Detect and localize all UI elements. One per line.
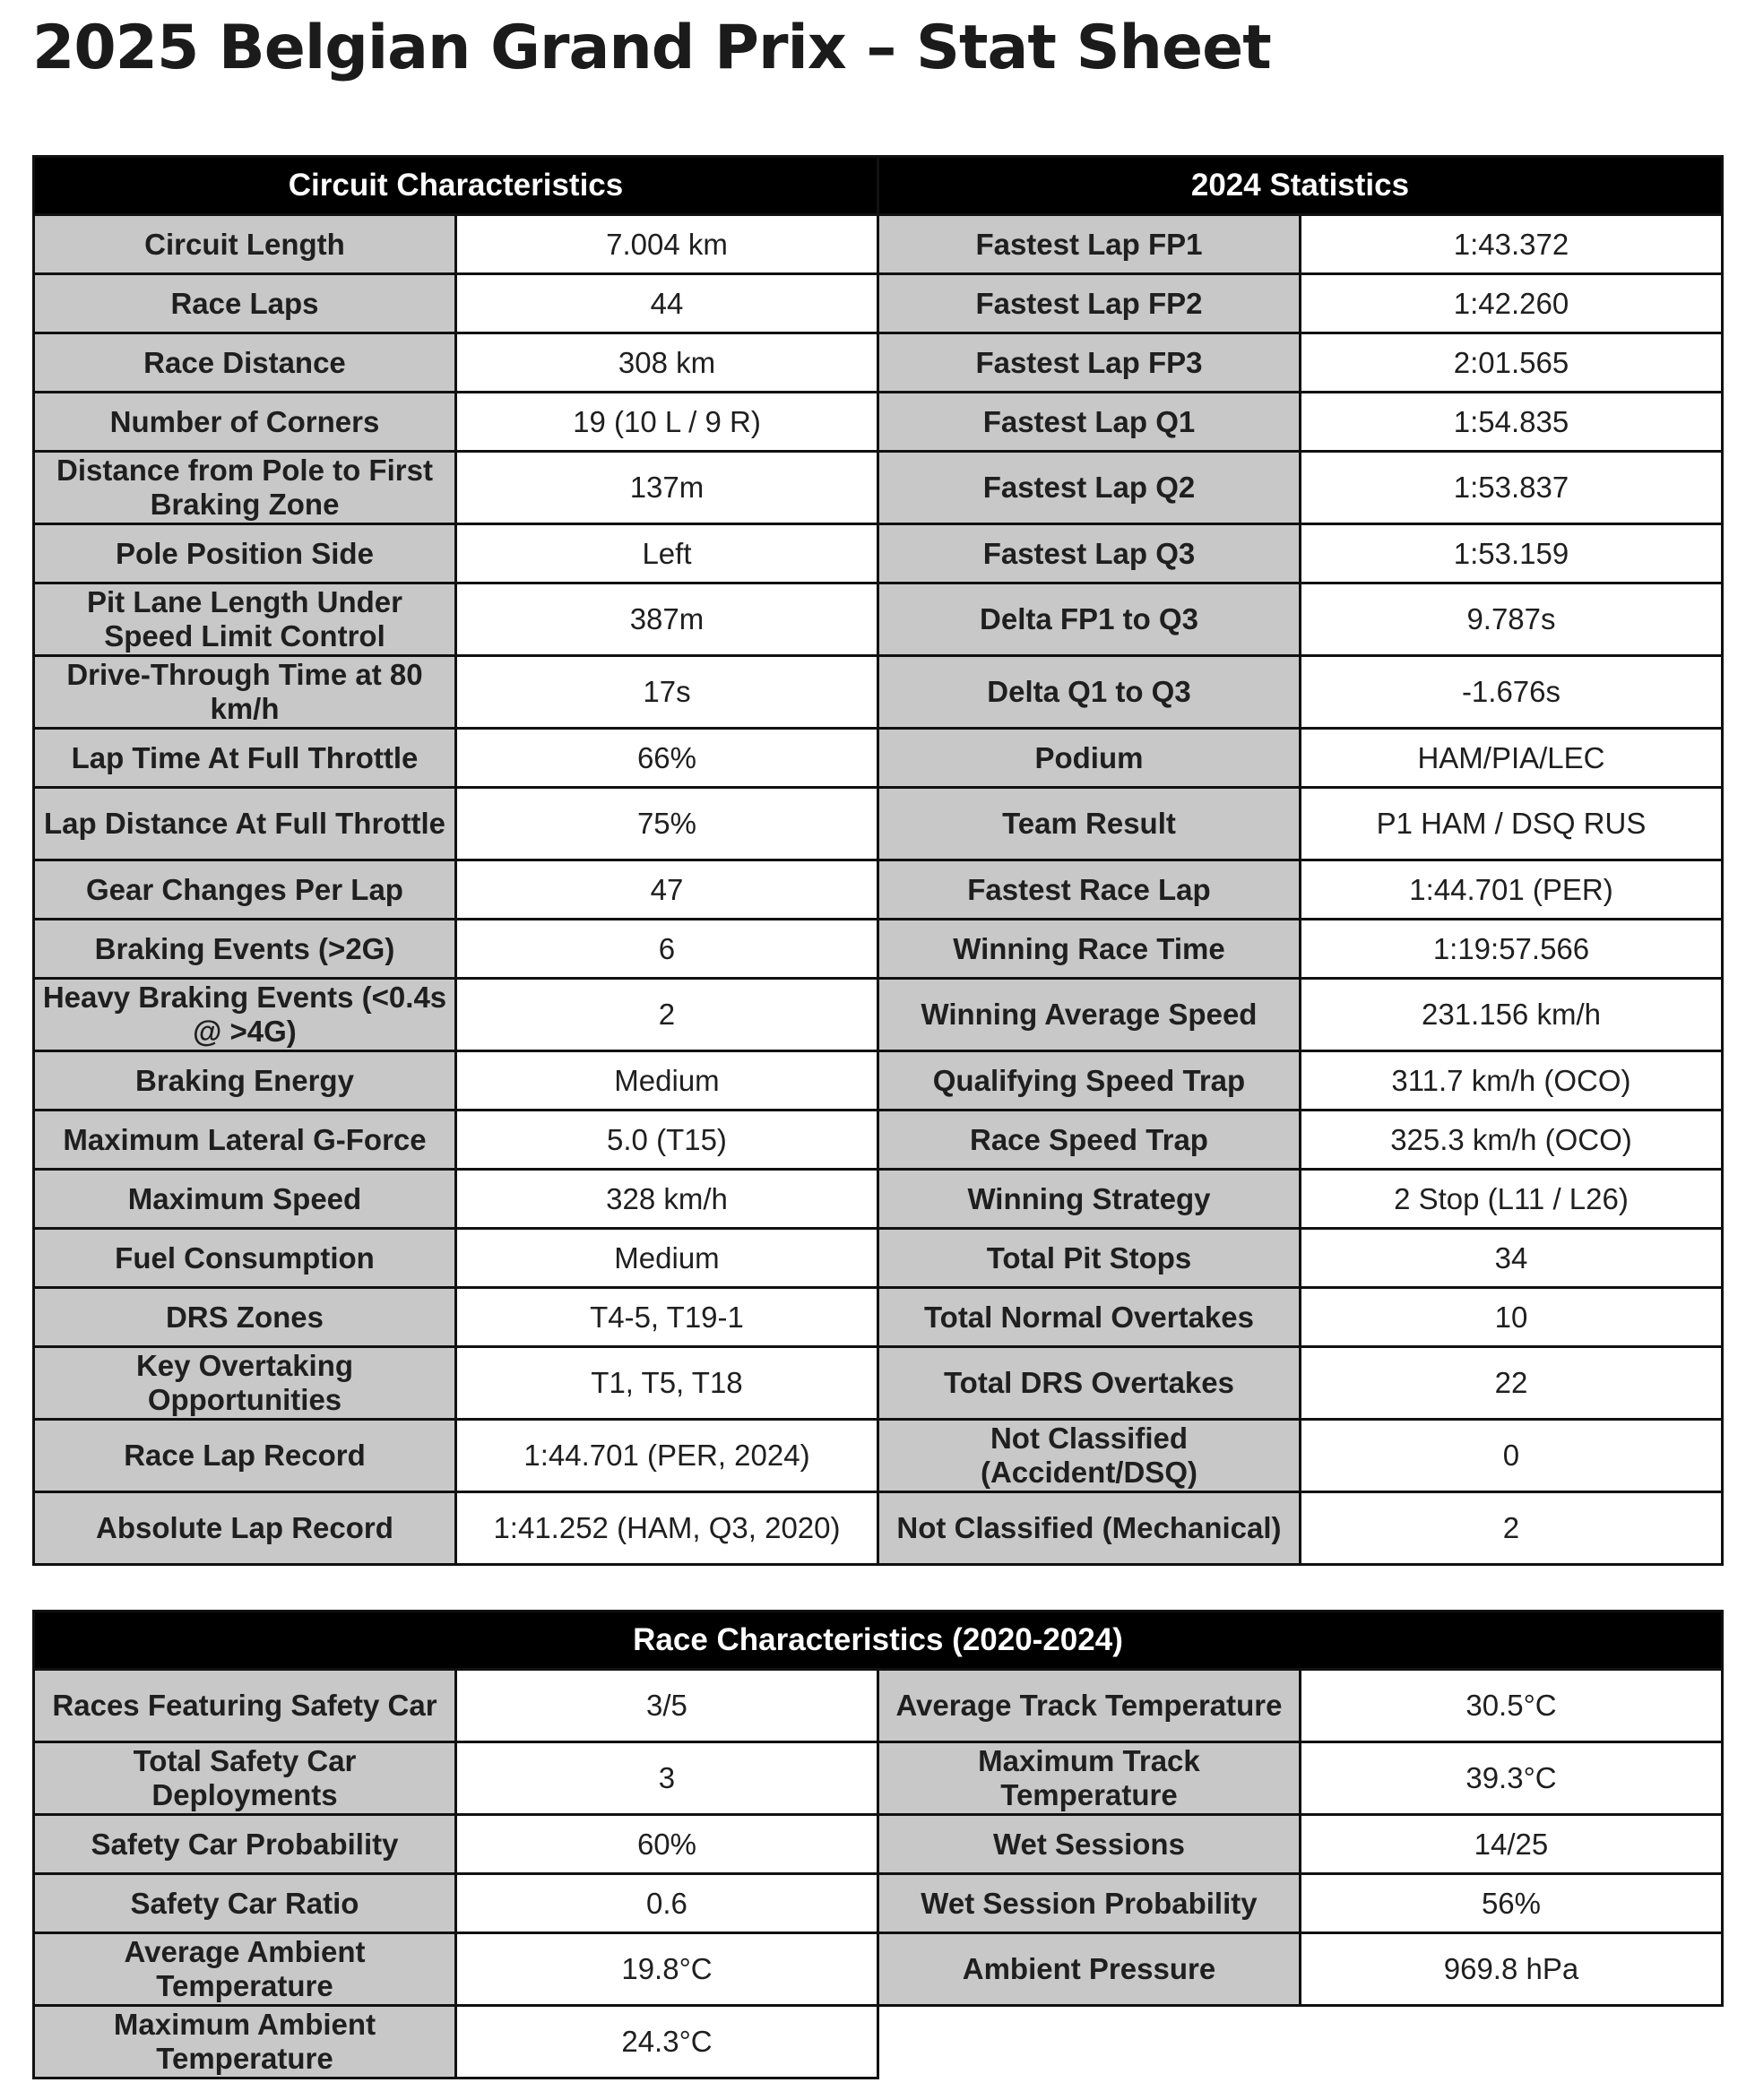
race-stat-label: Total Safety Car Deployments xyxy=(34,1742,456,1815)
circuit-stat-label: DRS Zones xyxy=(34,1288,456,1347)
stat-2024-value: 9.787s xyxy=(1300,583,1722,656)
race-stat-label: Wet Session Probability xyxy=(878,1874,1300,1933)
circuit-stat-label: Race Laps xyxy=(34,274,456,333)
circuit-stat-value: 7.004 km xyxy=(455,215,878,274)
stat-2024-value: 1:44.701 (PER) xyxy=(1300,860,1722,920)
circuit-stat-label: Number of Corners xyxy=(34,393,456,452)
stat-2024-value: 2:01.565 xyxy=(1300,333,1722,393)
table-row xyxy=(34,1170,1723,1229)
race-characteristics-table xyxy=(32,1610,1724,2079)
stat-2024-label: Team Result xyxy=(878,788,1300,860)
table-row xyxy=(34,583,1723,656)
circuit-stat-label: Fuel Consumption xyxy=(34,1229,456,1288)
race-stat-value: 30.5°C xyxy=(1300,1670,1722,1742)
stat-2024-value: P1 HAM / DSQ RUS xyxy=(1300,788,1722,860)
stat-2024-value: HAM/PIA/LEC xyxy=(1300,729,1722,788)
table-row xyxy=(34,524,1723,583)
circuit-stat-label: Lap Time At Full Throttle xyxy=(34,729,456,788)
page-title: 2025 Belgian Grand Prix – Stat Sheet xyxy=(32,13,1271,83)
race-stat-value: 60% xyxy=(455,1815,878,1874)
circuit-stat-label: Maximum Lateral G-Force xyxy=(34,1110,456,1170)
circuit-stat-value: 47 xyxy=(455,860,878,920)
race-stat-value: 24.3°C xyxy=(455,2006,878,2078)
circuit-stat-label: Key Overtaking Opportunities xyxy=(34,1347,456,1420)
circuit-characteristics-header: Circuit Characteristics xyxy=(34,157,878,215)
race-stat-label: Safety Car Probability xyxy=(34,1815,456,1874)
table-row xyxy=(34,1874,1723,1933)
stat-2024-label: Total DRS Overtakes xyxy=(878,1347,1300,1420)
stat-2024-value: 231.156 km/h xyxy=(1300,979,1722,1051)
circuit-stat-value: 308 km xyxy=(455,333,878,393)
table-row xyxy=(34,1229,1723,1288)
stat-2024-label: Not Classified (Accident/DSQ) xyxy=(878,1420,1300,1492)
circuit-stat-value: 387m xyxy=(455,583,878,656)
circuit-stat-value: 1:44.701 (PER, 2024) xyxy=(455,1420,878,1492)
circuit-stat-label: Drive-Through Time at 80 km/h xyxy=(34,656,456,729)
stat-2024-label: Total Pit Stops xyxy=(878,1229,1300,1288)
stat-2024-value: 2 xyxy=(1300,1492,1722,1565)
circuit-stat-value: T4-5, T19-1 xyxy=(455,1288,878,1347)
empty-cell xyxy=(878,2006,1722,2078)
stat-2024-value: 1:42.260 xyxy=(1300,274,1722,333)
stat-2024-value: 0 xyxy=(1300,1420,1722,1492)
table-row xyxy=(34,274,1723,333)
stat-2024-value: 325.3 km/h (OCO) xyxy=(1300,1110,1722,1170)
table-row xyxy=(34,860,1723,920)
table-row xyxy=(34,788,1723,860)
circuit-stat-label: Braking Energy xyxy=(34,1051,456,1110)
race-stat-value: 3/5 xyxy=(455,1670,878,1742)
circuit-stat-label: Race Distance xyxy=(34,333,456,393)
stat-2024-value: 311.7 km/h (OCO) xyxy=(1300,1051,1722,1110)
race-stat-label: Wet Sessions xyxy=(878,1815,1300,1874)
statistics-2024-header: 2024 Statistics xyxy=(878,157,1722,215)
circuit-stat-value: Medium xyxy=(455,1051,878,1110)
circuit-stat-label: Distance from Pole to First Braking Zone xyxy=(34,452,456,524)
stat-2024-value: -1.676s xyxy=(1300,656,1722,729)
table-row xyxy=(34,1110,1723,1170)
stat-2024-value: 1:43.372 xyxy=(1300,215,1722,274)
table-row xyxy=(34,393,1723,452)
race-stat-value: 14/25 xyxy=(1300,1815,1722,1874)
circuit-stat-value: Medium xyxy=(455,1229,878,1288)
stat-2024-label: Winning Race Time xyxy=(878,920,1300,979)
circuit-stat-value: 5.0 (T15) xyxy=(455,1110,878,1170)
table-row xyxy=(34,1051,1723,1110)
race-stat-label: Safety Car Ratio xyxy=(34,1874,456,1933)
circuit-stat-value: 328 km/h xyxy=(455,1170,878,1229)
table-row xyxy=(34,215,1723,274)
race-characteristics-header: Race Characteristics (2020-2024) xyxy=(34,1612,1723,1670)
circuit-stat-value: 2 xyxy=(455,979,878,1051)
stat-2024-value: 1:53.159 xyxy=(1300,524,1722,583)
stat-2024-label: Total Normal Overtakes xyxy=(878,1288,1300,1347)
table-row xyxy=(34,920,1723,979)
table-row xyxy=(34,1420,1723,1492)
circuit-stat-label: Pole Position Side xyxy=(34,524,456,583)
circuit-stat-label: Heavy Braking Events (<0.4s @ >4G) xyxy=(34,979,456,1051)
stat-2024-label: Fastest Lap FP3 xyxy=(878,333,1300,393)
stat-2024-label: Fastest Lap Q1 xyxy=(878,393,1300,452)
table-row xyxy=(34,333,1723,393)
stat-2024-value: 2 Stop (L11 / L26) xyxy=(1300,1170,1722,1229)
stat-2024-value: 1:54.835 xyxy=(1300,393,1722,452)
race-stat-value: 19.8°C xyxy=(455,1933,878,2006)
race-stat-value: 3 xyxy=(455,1742,878,1815)
table-row xyxy=(34,1288,1723,1347)
circuit-stat-label: Maximum Speed xyxy=(34,1170,456,1229)
table-row xyxy=(34,452,1723,524)
race-stat-label: Maximum Track Temperature xyxy=(878,1742,1300,1815)
table-row xyxy=(34,1933,1723,2006)
race-stat-value: 56% xyxy=(1300,1874,1722,1933)
table-row xyxy=(34,656,1723,729)
stat-2024-value: 10 xyxy=(1300,1288,1722,1347)
stat-2024-label: Fastest Lap FP1 xyxy=(878,215,1300,274)
circuit-stat-label: Lap Distance At Full Throttle xyxy=(34,788,456,860)
race-stat-value: 969.8 hPa xyxy=(1300,1933,1722,2006)
circuit-stat-label: Race Lap Record xyxy=(34,1420,456,1492)
circuit-stat-value: 19 (10 L / 9 R) xyxy=(455,393,878,452)
race-stat-label: Average Track Temperature xyxy=(878,1670,1300,1742)
stat-2024-label: Fastest Lap FP2 xyxy=(878,274,1300,333)
table-row xyxy=(34,2006,1723,2078)
circuit-stat-label: Gear Changes Per Lap xyxy=(34,860,456,920)
stat-2024-label: Fastest Lap Q3 xyxy=(878,524,1300,583)
table-row xyxy=(34,729,1723,788)
race-stat-label: Races Featuring Safety Car xyxy=(34,1670,456,1742)
circuit-stat-label: Circuit Length xyxy=(34,215,456,274)
stat-2024-value: 22 xyxy=(1300,1347,1722,1420)
race-stat-label: Ambient Pressure xyxy=(878,1933,1300,2006)
circuit-stat-value: 137m xyxy=(455,452,878,524)
table-row xyxy=(34,1670,1723,1742)
stat-2024-value: 1:19:57.566 xyxy=(1300,920,1722,979)
circuit-stat-value: 75% xyxy=(455,788,878,860)
stat-2024-value: 34 xyxy=(1300,1229,1722,1288)
table-row xyxy=(34,1492,1723,1565)
stats-table-main xyxy=(32,155,1724,1566)
circuit-stat-value: 44 xyxy=(455,274,878,333)
circuit-stat-label: Absolute Lap Record xyxy=(34,1492,456,1565)
circuit-stat-value: 17s xyxy=(455,656,878,729)
table-row xyxy=(34,1742,1723,1815)
circuit-stat-value: 1:41.252 (HAM, Q3, 2020) xyxy=(455,1492,878,1565)
stat-2024-label: Not Classified (Mechanical) xyxy=(878,1492,1300,1565)
circuit-stat-value: 6 xyxy=(455,920,878,979)
table-row xyxy=(34,979,1723,1051)
stat-2024-label: Winning Strategy xyxy=(878,1170,1300,1229)
table-row xyxy=(34,1347,1723,1420)
race-stat-value: 39.3°C xyxy=(1300,1742,1722,1815)
stat-2024-label: Race Speed Trap xyxy=(878,1110,1300,1170)
race-stat-label: Maximum Ambient Temperature xyxy=(34,2006,456,2078)
stat-2024-label: Delta FP1 to Q3 xyxy=(878,583,1300,656)
circuit-stat-value: T1, T5, T18 xyxy=(455,1347,878,1420)
stat-2024-label: Podium xyxy=(878,729,1300,788)
circuit-stat-label: Braking Events (>2G) xyxy=(34,920,456,979)
circuit-stat-value: Left xyxy=(455,524,878,583)
race-stat-value: 0.6 xyxy=(455,1874,878,1933)
circuit-stat-value: 66% xyxy=(455,729,878,788)
stat-2024-label: Delta Q1 to Q3 xyxy=(878,656,1300,729)
stat-2024-label: Qualifying Speed Trap xyxy=(878,1051,1300,1110)
race-stat-label: Average Ambient Temperature xyxy=(34,1933,456,2006)
circuit-stat-label: Pit Lane Length Under Speed Limit Control xyxy=(34,583,456,656)
table-row xyxy=(34,1815,1723,1874)
stat-2024-label: Winning Average Speed xyxy=(878,979,1300,1051)
stat-2024-label: Fastest Race Lap xyxy=(878,860,1300,920)
stat-2024-label: Fastest Lap Q2 xyxy=(878,452,1300,524)
stat-2024-value: 1:53.837 xyxy=(1300,452,1722,524)
